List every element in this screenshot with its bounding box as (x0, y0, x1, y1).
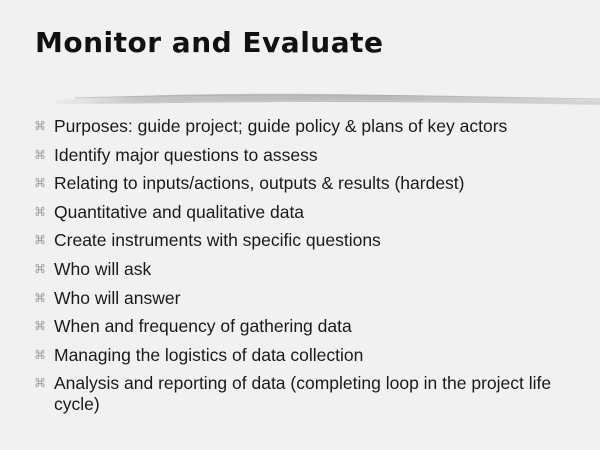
command-key-icon: ⌘ (34, 347, 46, 362)
bullet-text: Purposes: guide project; guide policy & plans of key actors (54, 116, 508, 136)
bullet-text: Identify major questions to assess (54, 144, 318, 165)
bullet-item (34, 173, 590, 194)
command-key-icon: ⌘ (34, 204, 46, 219)
brush-stroke-divider (55, 88, 600, 110)
bullet-item (34, 373, 590, 415)
bullet-text: Relating to inputs/actions, outputs & results (hardest) (54, 173, 465, 194)
bullet-item (34, 259, 590, 280)
command-key-icon: ⌘ (34, 233, 46, 248)
bullet-item (34, 116, 590, 137)
bullet-item (34, 145, 590, 166)
bullet-text: Who will ask (54, 258, 152, 279)
bullet-item (34, 288, 590, 309)
bullet-text: Quantitative and qualitative data (54, 201, 305, 222)
command-key-icon: ⌘ (34, 147, 46, 162)
command-key-icon: ⌘ (34, 261, 46, 276)
bullet-item (34, 345, 590, 366)
command-key-icon: ⌘ (34, 290, 46, 305)
command-key-icon: ⌘ (34, 176, 46, 191)
bullet-text: Analysis and reporting of data (completing loop in the project life cycle) (54, 373, 552, 415)
bullet-item (34, 202, 590, 223)
command-key-icon: ⌘ (34, 119, 46, 133)
bullet-text: Create instruments with specific questions (54, 230, 381, 251)
bullet-text: Who will answer (54, 287, 181, 308)
bullet-item (34, 316, 590, 337)
slide-title: Monitor and Evaluate (35, 26, 384, 59)
bullet-text: Managing the logistics of data collection (54, 344, 364, 365)
command-key-icon: ⌘ (34, 319, 46, 334)
bullet-item (34, 230, 590, 251)
bullet-list (34, 116, 590, 423)
bullet-text: When and frequency of gathering data (54, 316, 352, 337)
command-key-icon: ⌘ (34, 376, 46, 391)
